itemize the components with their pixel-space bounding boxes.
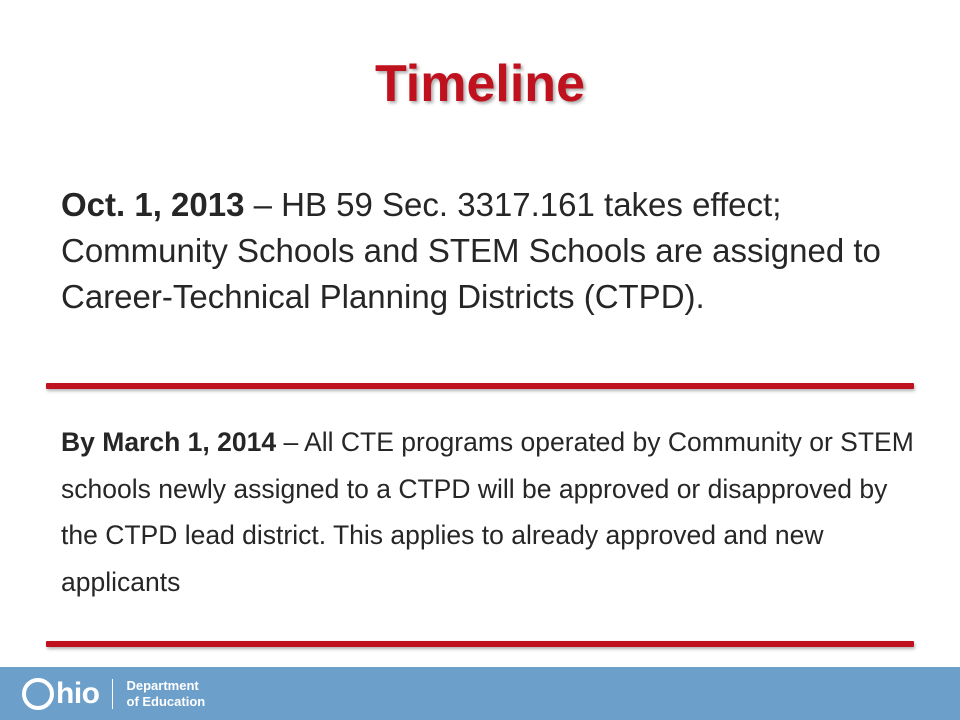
entry-text: – HB 59 Sec. 3317.161 takes effect; Community Schools and STEM Schools are assigned to Career-Technical Planning Districts (CTPD). — [61, 186, 881, 315]
ohio-wordmark — [22, 677, 100, 711]
entry-date: Oct. 1, 2013 — [61, 186, 245, 223]
entry-text: – All CTE programs operated by Community or STEM schools newly assigned to a CTPD will be approved or disapproved by the CTPD lead district. This applies to already approved and new applicants — [61, 427, 914, 597]
department-line-1: Department — [126, 678, 199, 693]
footer-bar — [0, 667, 960, 720]
timeline-entry-march-2014 — [61, 419, 921, 605]
slide-title: Timeline — [374, 55, 585, 113]
divider-line — [46, 383, 914, 389]
department-line-2: of Education — [126, 694, 206, 709]
ohio-o-icon — [22, 678, 54, 710]
ohio-wordmark-text: hio — [56, 677, 100, 710]
entry-date: By March 1, 2014 — [61, 427, 277, 457]
divider-line — [46, 641, 914, 647]
department-label — [127, 678, 206, 710]
logo-separator — [112, 679, 113, 709]
ohio-department-of-education-logo — [22, 673, 205, 715]
timeline-entry-oct-2013 — [61, 182, 921, 320]
